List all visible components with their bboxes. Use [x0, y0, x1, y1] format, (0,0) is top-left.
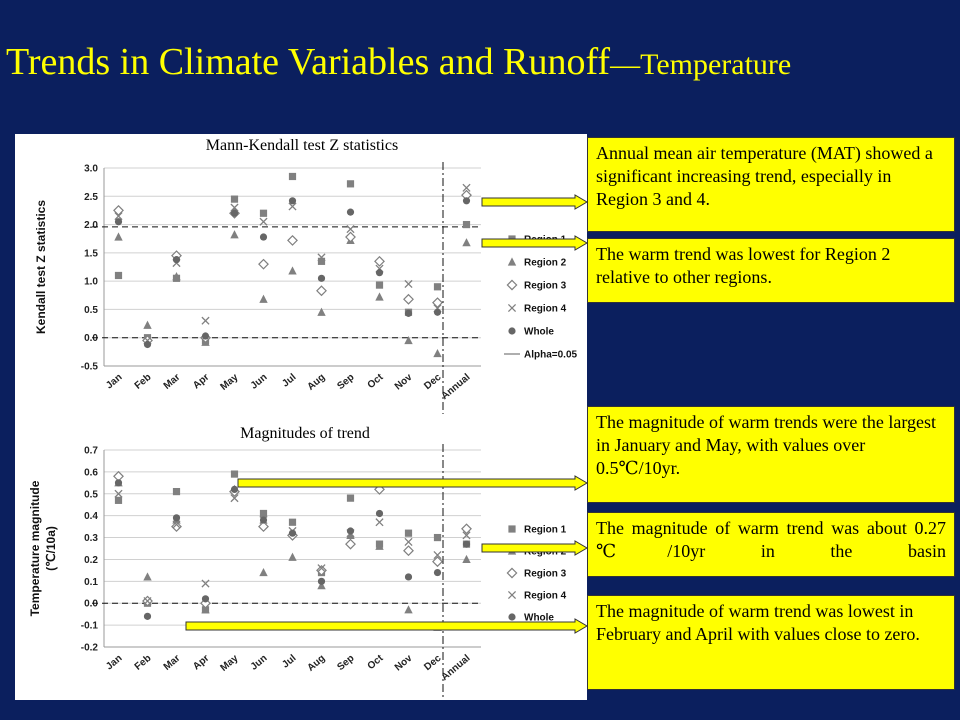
- x-tick-label: Feb: [132, 652, 154, 673]
- x-tick-label: Oct: [365, 371, 386, 392]
- note-basin-magnitude: The magnitude of warm trend was about 0.27 ℃/10yr in the basin: [587, 512, 955, 577]
- callout-arrow: [482, 541, 587, 555]
- legend-label: Region 1: [524, 524, 567, 536]
- legend-label: Region 3: [524, 280, 567, 292]
- y-tick-label: -0.1: [80, 620, 98, 632]
- y-tick-label: -0.5: [80, 361, 98, 373]
- y-tick-label: 0.0: [84, 598, 98, 610]
- y-tick-label: 0.5: [84, 304, 98, 316]
- callout-arrow: [482, 195, 587, 209]
- legend-label: Region 3: [524, 568, 567, 580]
- y-tick-label: 2.5: [84, 191, 98, 203]
- x-tick-label: Sep: [335, 652, 357, 674]
- y-tick-label: 0.0: [84, 333, 98, 345]
- y-tick-label: 0.2: [84, 554, 98, 566]
- x-tick-label: May: [218, 371, 241, 393]
- title-sub: —Temperature: [610, 48, 792, 81]
- y-axis-unit: (℃/10a): [44, 526, 58, 571]
- x-tick-label: Jan: [104, 371, 125, 392]
- callout-arrow: [238, 476, 587, 490]
- callout-arrow: [482, 236, 587, 250]
- note-jan-may-largest: The magnitude of warm trends were the largest in January and May, with values over 0.5℃/10yr.: [587, 406, 955, 503]
- x-tick-label: Jan: [104, 652, 125, 673]
- legend-label: Alpha=0.05: [524, 349, 578, 361]
- legend-label: Region 4: [524, 590, 567, 602]
- legend-label: Region 4: [524, 303, 567, 315]
- y-tick-label: 0.1: [84, 576, 98, 588]
- x-tick-label: Dec: [422, 652, 444, 674]
- title-main: Trends in Climate Variables and Runoff: [6, 41, 611, 83]
- note-feb-apr-lowest: The magnitude of warm trend was lowest in February and April with values close to zero.: [587, 595, 955, 690]
- x-tick-label: Annual: [439, 652, 473, 684]
- y-axis-label: Kendall test Z statistics: [34, 199, 48, 335]
- x-tick-label: Annual: [439, 371, 473, 403]
- callout-arrow: [186, 619, 587, 633]
- x-tick-label: Mar: [161, 652, 183, 673]
- x-tick-label: Jul: [280, 371, 299, 390]
- y-axis-label: Temperature magnitude: [28, 480, 42, 617]
- y-tick-label: 0.3: [84, 533, 98, 545]
- x-tick-label: Jun: [248, 652, 270, 673]
- x-tick-label: Jun: [248, 371, 270, 392]
- x-tick-label: Mar: [161, 371, 183, 392]
- y-tick-label: 3.0: [84, 163, 98, 175]
- note-annual-mat: Annual mean air temperature (MAT) showed a significant increasing trend, especially in Region 3 and 4.: [587, 137, 955, 232]
- x-tick-label: Aug: [305, 371, 328, 393]
- x-tick-label: Apr: [191, 371, 212, 392]
- x-tick-label: Apr: [191, 652, 212, 673]
- x-tick-label: Aug: [305, 652, 328, 674]
- x-tick-label: Dec: [422, 371, 444, 393]
- y-tick-label: 1.5: [84, 248, 98, 260]
- y-tick-label: 0.4: [84, 511, 98, 523]
- z-statistics-caption: Mann-Kendall test Z statistics: [163, 134, 441, 160]
- y-tick-label: 0.7: [84, 445, 98, 457]
- legend-label: Whole: [524, 326, 554, 338]
- x-tick-label: Oct: [365, 652, 386, 673]
- x-tick-label: Jul: [280, 652, 299, 671]
- x-tick-label: May: [218, 652, 241, 674]
- x-tick-label: Sep: [335, 371, 357, 393]
- y-tick-label: 1.0: [84, 276, 98, 288]
- x-tick-label: Feb: [132, 371, 154, 392]
- magnitude-caption: Magnitudes of trend: [205, 424, 405, 448]
- note-region2-lowest: The warm trend was lowest for Region 2 relative to other regions.: [587, 238, 955, 303]
- y-tick-label: 0.6: [84, 467, 98, 479]
- legend-label: Whole: [524, 612, 554, 624]
- legend-label: Region 2: [524, 257, 567, 269]
- y-tick-label: 2.0: [84, 220, 98, 232]
- y-tick-label: 0.5: [84, 489, 98, 501]
- x-tick-label: Nov: [392, 371, 415, 393]
- x-tick-label: Nov: [392, 652, 415, 674]
- y-tick-label: -0.2: [80, 642, 98, 654]
